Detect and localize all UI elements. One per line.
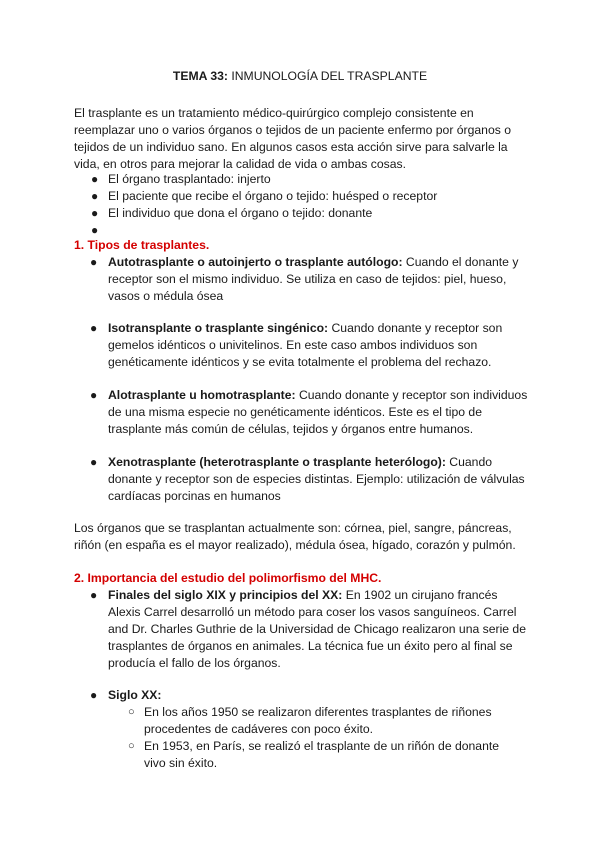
page-title — [0, 68, 600, 85]
section-heading-1: 1. Tipos de trasplantes. — [74, 238, 210, 252]
item-term: Isotransplante o trasplante singénico: — [108, 321, 329, 335]
bullet-icon: ● — [90, 255, 98, 269]
list-item — [108, 254, 528, 305]
definitions-list — [74, 171, 534, 239]
bullet-icon: ● — [91, 172, 99, 186]
section-heading-2: 2. Importancia del estudio del polimorfismo del MHC. — [74, 571, 382, 585]
list-item — [108, 320, 528, 371]
list-item — [108, 454, 528, 505]
bullet-icon: ● — [90, 688, 98, 702]
bullet-icon: ● — [91, 189, 99, 203]
list-item — [108, 687, 528, 704]
list-item — [74, 188, 534, 205]
list-item — [108, 587, 528, 672]
item-text: Cuando el donante y receptor son el mismo individuo. Se utiliza en caso de tejidos: piel, hueso, vasos o médula ósea — [108, 255, 519, 303]
item-term: Autotrasplante o autoinjerto o trasplante autólogo: — [108, 255, 403, 269]
definition-text — [108, 223, 111, 237]
item-text: En 1902 un cirujano francés Alexis Carrel desarrolló un método para coser los vasos sanguíneos. Carrel and Dr. Charles Guthrie de la Universidad de Chicago realizaron una serie de trasplantes de órganos en animales. La técnica fue un éxito pero al final se producía el fallo de los órganos. — [108, 588, 526, 670]
item-term: Xenotrasplante (heterotrasplante o trasplante heterólogo): — [108, 455, 446, 469]
list-item — [74, 205, 534, 222]
definition-text: El individuo que dona el órgano o tejido: donante — [108, 206, 373, 220]
item-term: Alotrasplante u homotrasplante: — [108, 388, 296, 402]
definition-text: El órgano trasplantado: injerto — [108, 172, 271, 186]
bullet-icon: ● — [91, 206, 99, 220]
list-item — [108, 387, 528, 438]
intro-paragraph: El trasplante es un tratamiento médico-quirúrgico complejo consistente en reemplazar uno o varios órganos o tejidos de un paciente enfermo por órganos o tejidos de un individuo sano. En algunos casos esta acción sirve para salvarle la vida, en otros para mejorar la calidad de vida o ambas cosas. — [74, 106, 511, 171]
list-item — [74, 171, 534, 188]
sub-list-item: En los años 1950 se realizaron diferentes trasplantes de riñones procedentes de cadáveres con poco éxito. — [144, 705, 492, 736]
item-term: Siglo XX: — [108, 688, 162, 702]
definition-text: El paciente que recibe el órgano o tejido: huésped o receptor — [108, 189, 438, 203]
bullet-icon: ● — [90, 455, 98, 469]
bullet-icon: ● — [90, 321, 98, 335]
item-text: Cuando donante y receptor son individuos de una misma especie no genéticamente idénticos. Este es el tipo de trasplante más común de células, tejidos y órganos entre humanos. — [108, 388, 528, 436]
circle-bullet-icon: ○ — [128, 740, 135, 752]
title-prefix: TEMA 33: — [172, 69, 228, 83]
item-text: Cuando donante y receptor son de especies distintas. Ejemplo: utilización de válvulas cardíacas porcinas en humanos — [108, 455, 525, 503]
bullet-icon: ● — [90, 388, 98, 402]
bullet-icon: ● — [90, 588, 98, 602]
circle-bullet-icon: ○ — [128, 706, 135, 718]
item-term: Finales del siglo XIX y principios del XX: — [108, 588, 343, 602]
sub-list-item: En 1953, en París, se realizó el trasplante de un riñón de donante vivo sin éxito. — [144, 739, 500, 770]
item-text: Cuando donante y receptor son gemelos idénticos o univitelinos. En este caso ambos individuos son genéticamente idénticos y se evita totalmente el problema del rechazo. — [108, 321, 503, 369]
title-text: INMUNOLOGÍA DEL TRASPLANTE — [227, 69, 428, 83]
organs-paragraph: Los órganos que se trasplantan actualmente son: córnea, piel, sangre, páncreas, riñón (en españa es el mayor realizado), médula ósea, hígado, corazón y pulmón. — [74, 521, 516, 552]
bullet-icon: ● — [91, 223, 99, 237]
